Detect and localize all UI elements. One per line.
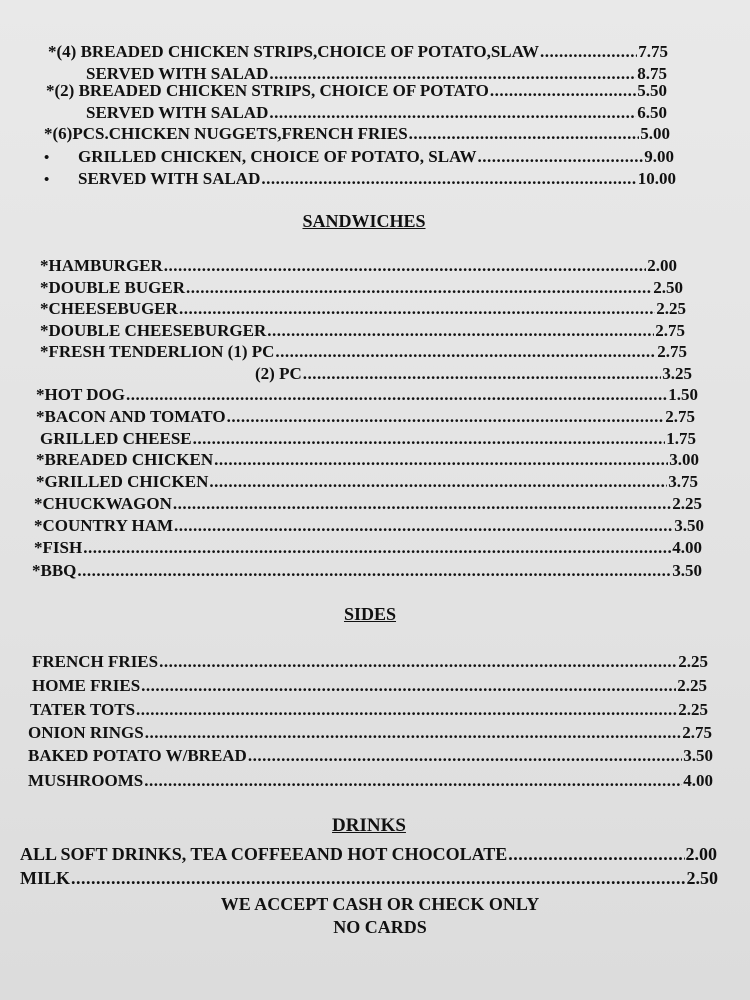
menu-item <box>34 537 702 559</box>
item-price: 8.75 <box>637 64 667 83</box>
item-price: 1.75 <box>666 429 696 448</box>
menu-item <box>44 41 668 63</box>
item-label: SERVED WITH SALAD <box>86 103 269 122</box>
item-price: 2.75 <box>665 407 695 426</box>
menu-item <box>46 80 667 102</box>
menu-item <box>36 384 698 406</box>
menu-item <box>44 168 676 191</box>
item-price: 5.00 <box>640 124 670 143</box>
item-label: ONION RINGS <box>28 723 144 742</box>
item-price: 3.50 <box>672 561 702 580</box>
item-price: 3.25 <box>662 364 692 383</box>
item-price: 4.00 <box>672 538 702 557</box>
dot-leader <box>267 320 654 342</box>
item-label: FRENCH FRIES <box>32 652 159 671</box>
dot-leader <box>164 255 646 277</box>
menu-item <box>20 867 718 889</box>
item-price: 2.25 <box>678 652 708 671</box>
menu-item <box>32 560 702 582</box>
item-price: 6.50 <box>637 103 667 122</box>
item-price: 5.50 <box>637 81 667 100</box>
section-heading-sandwiches: SANDWICHES <box>302 211 426 231</box>
dot-leader <box>145 722 682 744</box>
menu-item <box>36 406 695 428</box>
menu-item <box>28 722 712 744</box>
menu-item <box>36 449 699 471</box>
dot-leader <box>261 168 636 190</box>
item-price: 2.50 <box>686 868 718 888</box>
dot-leader <box>71 867 685 889</box>
item-label: MILK <box>20 868 71 888</box>
item-price: 1.50 <box>668 385 698 404</box>
item-price: 2.25 <box>678 700 708 719</box>
item-price: 3.75 <box>668 472 698 491</box>
menu-item <box>40 277 683 299</box>
menu-item <box>32 675 707 697</box>
item-price: 2.25 <box>656 299 686 318</box>
item-price: 2.00 <box>685 844 717 864</box>
item-price: 4.00 <box>683 771 713 790</box>
dot-leader <box>186 277 652 299</box>
item-price: 2.75 <box>657 342 687 361</box>
item-label: *COUNTRY HAM <box>34 516 174 535</box>
item-label: *HOT DOG <box>36 385 125 404</box>
dot-leader <box>275 341 656 363</box>
menu-item <box>255 363 692 385</box>
menu-item <box>20 843 717 865</box>
item-label: *BREADED CHICKEN <box>36 450 214 469</box>
item-price: 2.25 <box>672 494 702 513</box>
dot-leader <box>477 146 643 168</box>
item-label: *GRILLED CHICKEN <box>36 472 209 491</box>
item-label: *(4) BREADED CHICKEN STRIPS,CHOICE OF POTATO,SLAW <box>48 42 540 61</box>
item-price: 3.00 <box>669 450 699 469</box>
dot-leader <box>179 298 655 320</box>
menu-item <box>34 493 702 515</box>
dot-leader <box>83 537 671 559</box>
item-label: *HAMBURGER <box>40 256 163 275</box>
dot-leader <box>126 384 667 406</box>
item-label: MUSHROOMS <box>28 771 144 790</box>
menu-item <box>44 146 674 169</box>
dot-leader <box>159 651 677 673</box>
bullet-icon: • <box>44 172 50 188</box>
section-heading-drinks: DRINKS <box>332 815 406 836</box>
menu-item <box>28 770 713 792</box>
dot-leader <box>540 41 637 63</box>
dot-leader <box>173 493 671 515</box>
menu-item <box>28 745 713 767</box>
dot-leader <box>248 745 682 767</box>
dot-leader <box>409 123 640 145</box>
menu-item <box>44 123 670 145</box>
menu-item <box>40 298 686 320</box>
item-price: 7.75 <box>638 42 668 61</box>
item-label: *(6)PCS.CHICKEN NUGGETS,FRENCH FRIES <box>44 124 408 143</box>
menu-item <box>40 255 677 277</box>
item-label: TATER TOTS <box>30 700 136 719</box>
bullet-icon: • <box>44 150 50 166</box>
dot-leader <box>214 449 668 471</box>
dot-leader <box>508 843 684 865</box>
item-label: *BACON AND TOMATO <box>36 407 226 426</box>
dot-leader <box>141 675 676 697</box>
menu-item <box>86 102 667 124</box>
menu-item <box>40 428 696 450</box>
item-label: *CHEESEBUGER <box>40 299 178 318</box>
dot-leader <box>490 80 636 102</box>
menu-item <box>40 320 685 342</box>
item-label: *BBQ <box>32 561 77 580</box>
dot-leader <box>174 515 673 537</box>
menu-item <box>30 699 708 721</box>
menu-item <box>40 341 687 363</box>
item-label: *FISH <box>34 538 83 557</box>
item-label: (2) PC <box>255 364 302 383</box>
item-price: 3.50 <box>683 746 713 765</box>
dot-leader <box>144 770 682 792</box>
item-label: *DOUBLE CHEESEBURGER <box>40 321 267 340</box>
menu-item <box>32 651 708 673</box>
item-price: 2.75 <box>655 321 685 340</box>
item-label: *CHUCKWAGON <box>34 494 172 513</box>
item-price: 2.25 <box>677 676 707 695</box>
item-price: 3.50 <box>674 516 704 535</box>
dot-leader <box>209 471 667 493</box>
payment-notice: WE ACCEPT CASH OR CHECK ONLY <box>220 894 540 914</box>
item-label: SERVED WITH SALAD <box>78 169 261 188</box>
dot-leader <box>136 699 677 721</box>
item-label: ALL SOFT DRINKS, TEA COFFEEAND HOT CHOCOLATE <box>20 844 508 864</box>
item-price: 9.00 <box>644 147 674 166</box>
dot-leader <box>193 428 666 450</box>
dot-leader <box>269 102 636 124</box>
menu-item <box>36 471 698 493</box>
item-price: 2.50 <box>653 278 683 297</box>
item-label: *(2) BREADED CHICKEN STRIPS, CHOICE OF POTATO <box>46 81 489 100</box>
item-label: BAKED POTATO W/BREAD <box>28 746 247 765</box>
item-price: 10.00 <box>637 169 676 188</box>
section-heading-sides: SIDES <box>343 604 397 624</box>
item-price: 2.75 <box>682 723 712 742</box>
item-price: 2.00 <box>647 256 677 275</box>
dot-leader <box>77 560 671 582</box>
no-cards-notice: NO CARDS <box>333 917 427 937</box>
item-label: *DOUBLE BUGER <box>40 278 185 297</box>
dot-leader <box>303 363 662 385</box>
item-label: *FRESH TENDERLION (1) PC <box>40 342 275 361</box>
dot-leader <box>227 406 665 428</box>
menu-item <box>34 515 704 537</box>
item-label: SERVED WITH SALAD <box>86 64 269 83</box>
item-label: HOME FRIES <box>32 676 141 695</box>
item-label: GRILLED CHEESE <box>40 429 192 448</box>
item-label: GRILLED CHICKEN, CHOICE OF POTATO, SLAW <box>78 147 477 166</box>
